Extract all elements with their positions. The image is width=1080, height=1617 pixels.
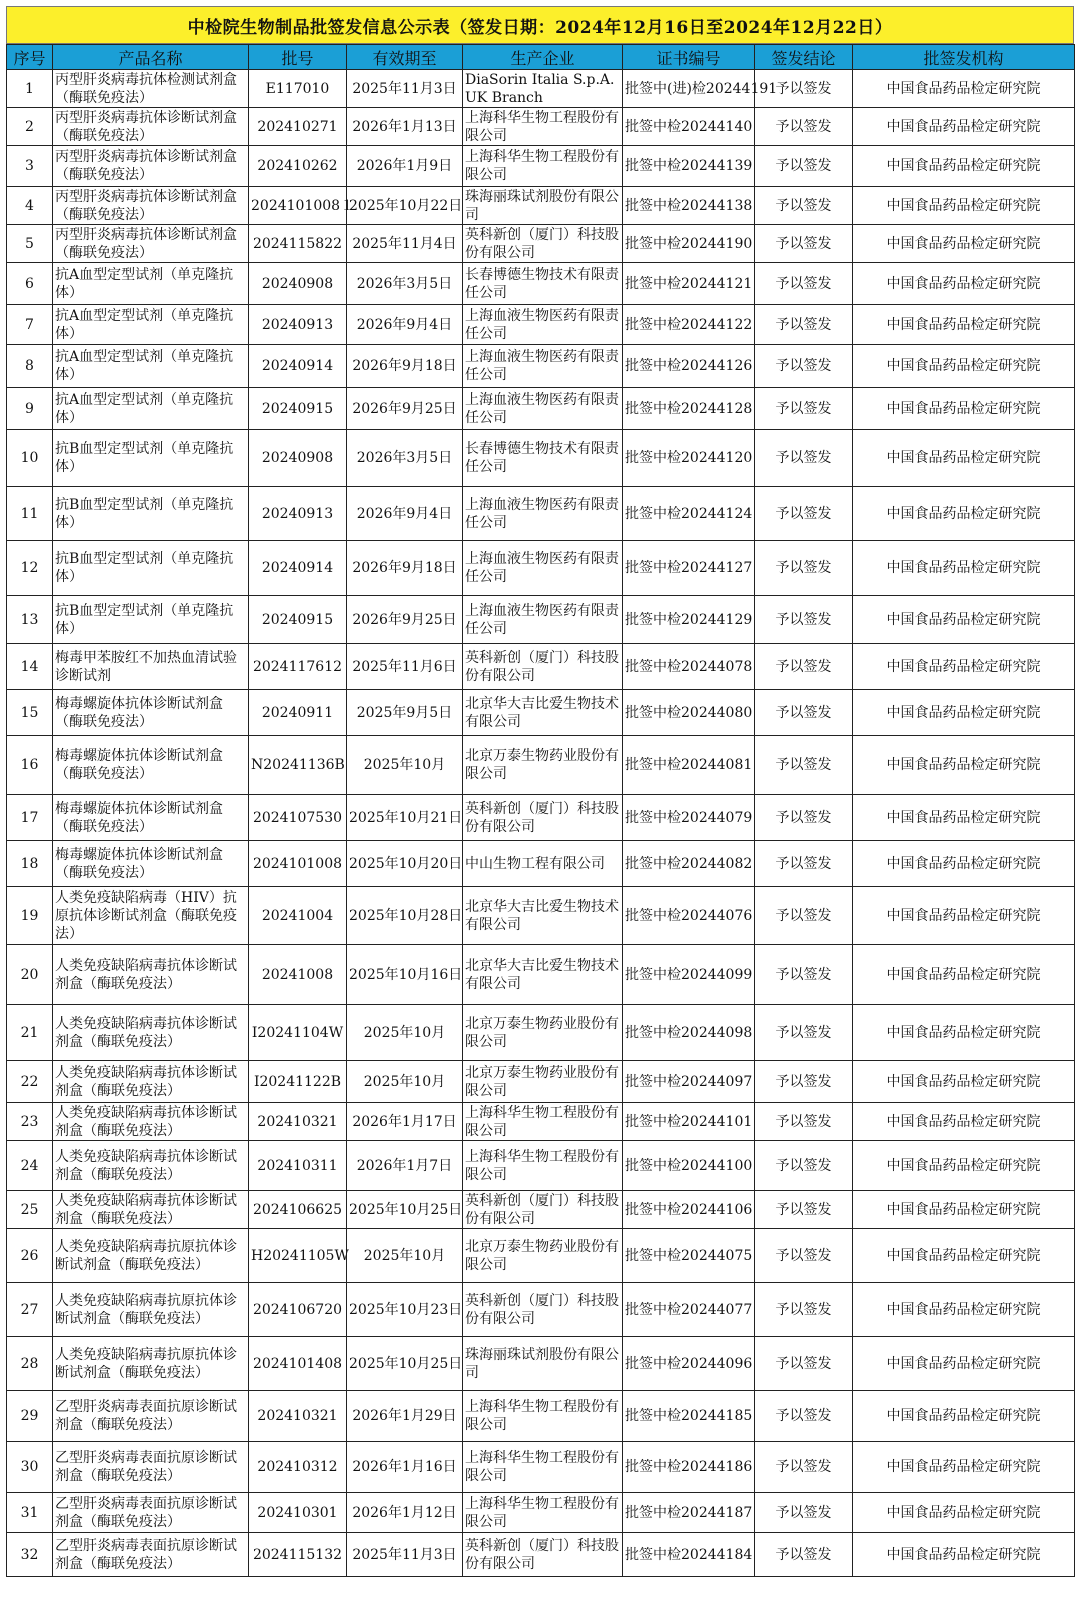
certificate-number: 批签中检20244080 (623, 690, 755, 736)
batch-number: 20240915 (249, 388, 347, 430)
product-name: 抗B血型定型试剂（单克隆抗体） (53, 430, 249, 487)
batch-number: H20241105W (249, 1229, 347, 1283)
table-row (7, 345, 1075, 388)
certificate-number: 批签中检20244138 (623, 187, 755, 225)
release-conclusion: 予以签发 (755, 225, 853, 263)
manufacturer: 英科新创（厦门）科技股份有限公司 (463, 1283, 623, 1337)
product-name: 人类免疫缺陷病毒抗原抗体诊断试剂盒（酶联免疫法） (53, 1229, 249, 1283)
expiry-date: 2026年9月25日 (347, 596, 463, 644)
release-institution: 中国食品药品检定研究院 (853, 887, 1075, 945)
manufacturer: DiaSorin Italia S.p.A. UK Branch (463, 70, 623, 108)
release-conclusion: 予以签发 (755, 187, 853, 225)
manufacturer: 珠海丽珠试剂股份有限公司 (463, 1337, 623, 1391)
product-name: 丙型肝炎病毒抗体诊断试剂盒（酶联免疫法） (53, 225, 249, 263)
batch-number: 2024115822 (249, 225, 347, 263)
row-index: 30 (7, 1442, 53, 1493)
expiry-date: 2026年1月7日 (347, 1141, 463, 1191)
table-row (7, 736, 1075, 795)
batch-number: 20240911 (249, 690, 347, 736)
certificate-number: 批签中检20244190 (623, 225, 755, 263)
expiry-date: 2026年9月18日 (347, 541, 463, 596)
certificate-number: 批签中检20244126 (623, 345, 755, 388)
release-conclusion: 予以签发 (755, 1533, 853, 1577)
table-row (7, 70, 1075, 108)
release-institution: 中国食品药品检定研究院 (853, 690, 1075, 736)
release-institution: 中国食品药品检定研究院 (853, 345, 1075, 388)
release-institution: 中国食品药品检定研究院 (853, 596, 1075, 644)
batch-number: 202410311 (249, 1141, 347, 1191)
row-index: 14 (7, 644, 53, 690)
release-institution: 中国食品药品检定研究院 (853, 1442, 1075, 1493)
expiry-date: 2025年10月21日 (347, 795, 463, 841)
table-row (7, 187, 1075, 225)
release-conclusion: 予以签发 (755, 388, 853, 430)
release-conclusion: 予以签发 (755, 487, 853, 541)
certificate-number: 批签中检20244106 (623, 1191, 755, 1229)
release-conclusion: 予以签发 (755, 70, 853, 108)
manufacturer: 北京华大吉比爱生物技术有限公司 (463, 945, 623, 1005)
expiry-date: 2025年10月25日 (347, 1191, 463, 1229)
release-institution: 中国食品药品检定研究院 (853, 1191, 1075, 1229)
manufacturer: 上海血液生物医药有限责任公司 (463, 345, 623, 388)
certificate-number: 批签中检20244124 (623, 487, 755, 541)
batch-number: 202410321 (249, 1391, 347, 1442)
header-row (7, 45, 1075, 70)
release-conclusion: 予以签发 (755, 1061, 853, 1103)
expiry-date: 2026年1月17日 (347, 1103, 463, 1141)
expiry-date: 2025年10月22日 (347, 187, 463, 225)
row-index: 13 (7, 596, 53, 644)
manufacturer: 上海血液生物医药有限责任公司 (463, 388, 623, 430)
release-conclusion: 予以签发 (755, 795, 853, 841)
release-conclusion: 予以签发 (755, 1283, 853, 1337)
table-row (7, 1442, 1075, 1493)
row-index: 3 (7, 146, 53, 187)
batch-number: 20241004 (249, 887, 347, 945)
expiry-date: 2026年9月4日 (347, 305, 463, 345)
batch-number: I20241122B (249, 1061, 347, 1103)
release-institution: 中国食品药品检定研究院 (853, 1533, 1075, 1577)
row-index: 6 (7, 263, 53, 305)
manufacturer: 上海血液生物医药有限责任公司 (463, 541, 623, 596)
manufacturer: 北京万泰生物药业股份有限公司 (463, 1005, 623, 1061)
batch-number: 202410321 (249, 1103, 347, 1141)
table-row (7, 841, 1075, 887)
manufacturer: 上海科华生物工程股份有限公司 (463, 1442, 623, 1493)
manufacturer: 上海科华生物工程股份有限公司 (463, 1103, 623, 1141)
release-conclusion: 予以签发 (755, 305, 853, 345)
table-row (7, 945, 1075, 1005)
row-index: 20 (7, 945, 53, 1005)
product-name: 丙型肝炎病毒抗体诊断试剂盒（酶联免疫法） (53, 187, 249, 225)
batch-number: 2024106720 (249, 1283, 347, 1337)
certificate-number: 批签中检20244101 (623, 1103, 755, 1141)
batch-number: 20241008 (249, 945, 347, 1005)
row-index: 10 (7, 430, 53, 487)
certificate-number: 批签中检20244128 (623, 388, 755, 430)
expiry-date: 2026年1月29日 (347, 1391, 463, 1442)
header-release-conclusion: 签发结论 (755, 45, 853, 70)
release-conclusion: 予以签发 (755, 945, 853, 1005)
manufacturer: 北京华大吉比爱生物技术有限公司 (463, 887, 623, 945)
manufacturer: 北京万泰生物药业股份有限公司 (463, 1061, 623, 1103)
release-institution: 中国食品药品检定研究院 (853, 541, 1075, 596)
release-conclusion: 予以签发 (755, 430, 853, 487)
certificate-number: 批签中检20244079 (623, 795, 755, 841)
table-row (7, 1191, 1075, 1229)
product-name: 丙型肝炎病毒抗体诊断试剂盒（酶联免疫法） (53, 108, 249, 146)
manufacturer: 长春博德生物技术有限责任公司 (463, 430, 623, 487)
certificate-number: 批签中检20244184 (623, 1533, 755, 1577)
certificate-number: 批签中检20244187 (623, 1493, 755, 1533)
table-row (7, 795, 1075, 841)
release-institution: 中国食品药品检定研究院 (853, 795, 1075, 841)
product-name: 梅毒螺旋体抗体诊断试剂盒（酶联免疫法） (53, 841, 249, 887)
row-index: 23 (7, 1103, 53, 1141)
release-conclusion: 予以签发 (755, 736, 853, 795)
release-conclusion: 予以签发 (755, 1141, 853, 1191)
table-row (7, 1493, 1075, 1533)
batch-number: 2024101008 (249, 841, 347, 887)
release-conclusion: 予以签发 (755, 108, 853, 146)
header-release-institution: 批签发机构 (853, 45, 1075, 70)
header-batch-number: 批号 (249, 45, 347, 70)
certificate-number: 批签中检20244121 (623, 263, 755, 305)
batch-number: 20240914 (249, 541, 347, 596)
row-index: 15 (7, 690, 53, 736)
release-institution: 中国食品药品检定研究院 (853, 1229, 1075, 1283)
row-index: 25 (7, 1191, 53, 1229)
certificate-number: 批签中检20244098 (623, 1005, 755, 1061)
row-index: 4 (7, 187, 53, 225)
batch-number: 2024115132 (249, 1533, 347, 1577)
certificate-number: 批签中检20244097 (623, 1061, 755, 1103)
product-name: 抗A血型定型试剂（单克隆抗体） (53, 388, 249, 430)
batch-number: 20240913 (249, 305, 347, 345)
release-conclusion: 予以签发 (755, 146, 853, 187)
product-name: 人类免疫缺陷病毒抗体诊断试剂盒（酶联免疫法） (53, 945, 249, 1005)
manufacturer: 上海科华生物工程股份有限公司 (463, 1391, 623, 1442)
expiry-date: 2025年10月28日 (347, 887, 463, 945)
batch-number: 202410271 (249, 108, 347, 146)
certificate-number: 批签中检20244081 (623, 736, 755, 795)
table-row (7, 644, 1075, 690)
row-index: 19 (7, 887, 53, 945)
manufacturer: 上海科华生物工程股份有限公司 (463, 146, 623, 187)
manufacturer: 上海血液生物医药有限责任公司 (463, 596, 623, 644)
release-institution: 中国食品药品检定研究院 (853, 305, 1075, 345)
release-institution: 中国食品药品检定研究院 (853, 736, 1075, 795)
release-institution: 中国食品药品检定研究院 (853, 1103, 1075, 1141)
expiry-date: 2025年10月20日 (347, 841, 463, 887)
batch-number: 2024106625 (249, 1191, 347, 1229)
release-conclusion: 予以签发 (755, 841, 853, 887)
row-index: 9 (7, 388, 53, 430)
release-institution: 中国食品药品检定研究院 (853, 146, 1075, 187)
certificate-number: 批签中检20244100 (623, 1141, 755, 1191)
product-name: 人类免疫缺陷病毒抗体诊断试剂盒（酶联免疫法） (53, 1191, 249, 1229)
manufacturer: 北京万泰生物药业股份有限公司 (463, 1229, 623, 1283)
release-conclusion: 予以签发 (755, 1191, 853, 1229)
table-row (7, 1005, 1075, 1061)
release-institution: 中国食品药品检定研究院 (853, 1061, 1075, 1103)
expiry-date: 2025年10月 (347, 1005, 463, 1061)
certificate-number: 批签中检20244129 (623, 596, 755, 644)
batch-number: 2024117612 (249, 644, 347, 690)
certificate-number: 批签中检20244139 (623, 146, 755, 187)
manufacturer: 上海血液生物医药有限责任公司 (463, 305, 623, 345)
expiry-date: 2026年1月16日 (347, 1442, 463, 1493)
release-institution: 中国食品药品检定研究院 (853, 225, 1075, 263)
expiry-date: 2026年3月5日 (347, 263, 463, 305)
product-name: 人类免疫缺陷病毒抗体诊断试剂盒（酶联免疫法） (53, 1103, 249, 1141)
product-name: 抗B血型定型试剂（单克隆抗体） (53, 596, 249, 644)
certificate-number: 批签中检20244127 (623, 541, 755, 596)
product-name: 人类免疫缺陷病毒抗原抗体诊断试剂盒（酶联免疫法） (53, 1283, 249, 1337)
row-index: 2 (7, 108, 53, 146)
certificate-number: 批签中检20244120 (623, 430, 755, 487)
row-index: 29 (7, 1391, 53, 1442)
row-index: 16 (7, 736, 53, 795)
product-name: 抗A血型定型试剂（单克隆抗体） (53, 305, 249, 345)
product-name: 人类免疫缺陷病毒抗体诊断试剂盒（酶联免疫法） (53, 1061, 249, 1103)
batch-number: E117010 (249, 70, 347, 108)
release-institution: 中国食品药品检定研究院 (853, 1005, 1075, 1061)
table-row (7, 887, 1075, 945)
certificate-number: 批签中检20244082 (623, 841, 755, 887)
release-institution: 中国食品药品检定研究院 (853, 1141, 1075, 1191)
product-name: 乙型肝炎病毒表面抗原诊断试剂盒（酶联免疫法） (53, 1442, 249, 1493)
release-institution: 中国食品药品检定研究院 (853, 263, 1075, 305)
table-row (7, 263, 1075, 305)
release-institution: 中国食品药品检定研究院 (853, 841, 1075, 887)
product-name: 梅毒螺旋体抗体诊断试剂盒（酶联免疫法） (53, 795, 249, 841)
header-certificate-number: 证书编号 (623, 45, 755, 70)
batch-number: 202410312 (249, 1442, 347, 1493)
table-row (7, 1229, 1075, 1283)
header-product-name: 产品名称 (53, 45, 249, 70)
manufacturer: 中山生物工程有限公司 (463, 841, 623, 887)
row-index: 18 (7, 841, 53, 887)
certificate-number: 批签中检20244186 (623, 1442, 755, 1493)
header-expiry-date: 有效期至 (347, 45, 463, 70)
table-row (7, 596, 1075, 644)
batch-number: I20241104W (249, 1005, 347, 1061)
batch-number: N20241136B (249, 736, 347, 795)
row-index: 11 (7, 487, 53, 541)
certificate-number: 批签中检20244096 (623, 1337, 755, 1391)
batch-number: 20240908 (249, 263, 347, 305)
release-institution: 中国食品药品检定研究院 (853, 388, 1075, 430)
row-index: 21 (7, 1005, 53, 1061)
manufacturer: 英科新创（厦门）科技股份有限公司 (463, 1191, 623, 1229)
release-conclusion: 予以签发 (755, 887, 853, 945)
expiry-date: 2025年10月23日 (347, 1283, 463, 1337)
batch-number: 20240915 (249, 596, 347, 644)
manufacturer: 上海科华生物工程股份有限公司 (463, 1141, 623, 1191)
product-name: 人类免疫缺陷病毒抗原抗体诊断试剂盒（酶联免疫法） (53, 1337, 249, 1391)
row-index: 32 (7, 1533, 53, 1577)
table-row (7, 690, 1075, 736)
batch-number: 20240908 (249, 430, 347, 487)
table-row (7, 1141, 1075, 1191)
table-row (7, 1391, 1075, 1442)
table-row (7, 1533, 1075, 1577)
batch-number: 20240914 (249, 345, 347, 388)
header-manufacturer: 生产企业 (463, 45, 623, 70)
table-row (7, 388, 1075, 430)
expiry-date: 2026年3月5日 (347, 430, 463, 487)
certificate-number: 批签中检20244140 (623, 108, 755, 146)
product-name: 梅毒甲苯胺红不加热血清试验诊断试剂 (53, 644, 249, 690)
manufacturer: 北京万泰生物药业股份有限公司 (463, 736, 623, 795)
expiry-date: 2025年11月3日 (347, 70, 463, 108)
batch-number: 202410301 (249, 1493, 347, 1533)
expiry-date: 2026年9月25日 (347, 388, 463, 430)
expiry-date: 2025年10月25日 (347, 1337, 463, 1391)
table-row (7, 541, 1075, 596)
manufacturer: 上海科华生物工程股份有限公司 (463, 108, 623, 146)
certificate-number: 批签中检20244099 (623, 945, 755, 1005)
release-conclusion: 予以签发 (755, 644, 853, 690)
table-row (7, 108, 1075, 146)
product-name: 乙型肝炎病毒表面抗原诊断试剂盒（酶联免疫法） (53, 1391, 249, 1442)
manufacturer: 英科新创（厦门）科技股份有限公司 (463, 644, 623, 690)
product-name: 丙型肝炎病毒抗体检测试剂盒（酶联免疫法） (53, 70, 249, 108)
release-institution: 中国食品药品检定研究院 (853, 1493, 1075, 1533)
product-name: 梅毒螺旋体抗体诊断试剂盒（酶联免疫法） (53, 690, 249, 736)
table-row (7, 146, 1075, 187)
table-row (7, 305, 1075, 345)
release-conclusion: 予以签发 (755, 1493, 853, 1533)
row-index: 26 (7, 1229, 53, 1283)
certificate-number: 批签中检20244078 (623, 644, 755, 690)
row-index: 22 (7, 1061, 53, 1103)
batch-number: 20240913 (249, 487, 347, 541)
header-index: 序号 (7, 45, 53, 70)
release-institution: 中国食品药品检定研究院 (853, 108, 1075, 146)
product-name: 乙型肝炎病毒表面抗原诊断试剂盒（酶联免疫法） (53, 1493, 249, 1533)
row-index: 5 (7, 225, 53, 263)
manufacturer: 长春博德生物技术有限责任公司 (463, 263, 623, 305)
release-conclusion: 予以签发 (755, 1337, 853, 1391)
certificate-number: 批签中(进)检20244191 (623, 70, 755, 108)
release-conclusion: 予以签发 (755, 1229, 853, 1283)
release-institution: 中国食品药品检定研究院 (853, 945, 1075, 1005)
product-name: 抗B血型定型试剂（单克隆抗体） (53, 541, 249, 596)
product-name: 抗A血型定型试剂（单克隆抗体） (53, 263, 249, 305)
manufacturer: 珠海丽珠试剂股份有限公司 (463, 187, 623, 225)
expiry-date: 2025年11月6日 (347, 644, 463, 690)
release-conclusion: 予以签发 (755, 263, 853, 305)
product-name: 人类免疫缺陷病毒（HIV）抗原抗体诊断试剂盒（酶联免疫法） (53, 887, 249, 945)
table-row (7, 225, 1075, 263)
expiry-date: 2026年1月9日 (347, 146, 463, 187)
release-conclusion: 予以签发 (755, 1391, 853, 1442)
release-conclusion: 予以签发 (755, 1005, 853, 1061)
expiry-date: 2025年9月5日 (347, 690, 463, 736)
batch-number: 2024107530 (249, 795, 347, 841)
expiry-date: 2026年1月12日 (347, 1493, 463, 1533)
release-institution: 中国食品药品检定研究院 (853, 1283, 1075, 1337)
product-name: 乙型肝炎病毒表面抗原诊断试剂盒（酶联免疫法） (53, 1533, 249, 1577)
release-institution: 中国食品药品检定研究院 (853, 70, 1075, 108)
release-institution: 中国食品药品检定研究院 (853, 1337, 1075, 1391)
batch-release-table (6, 44, 1075, 1577)
expiry-date: 2025年11月3日 (347, 1533, 463, 1577)
batch-number: 2024101008１ (249, 187, 347, 225)
row-index: 24 (7, 1141, 53, 1191)
expiry-date: 2025年10月16日 (347, 945, 463, 1005)
row-index: 31 (7, 1493, 53, 1533)
certificate-number: 批签中检20244076 (623, 887, 755, 945)
expiry-date: 2026年1月13日 (347, 108, 463, 146)
release-conclusion: 予以签发 (755, 541, 853, 596)
expiry-date: 2026年9月4日 (347, 487, 463, 541)
row-index: 27 (7, 1283, 53, 1337)
product-name: 抗B血型定型试剂（单克隆抗体） (53, 487, 249, 541)
row-index: 28 (7, 1337, 53, 1391)
expiry-date: 2025年11月4日 (347, 225, 463, 263)
table-row (7, 1337, 1075, 1391)
certificate-number: 批签中检20244122 (623, 305, 755, 345)
certificate-number: 批签中检20244077 (623, 1283, 755, 1337)
manufacturer: 上海科华生物工程股份有限公司 (463, 1493, 623, 1533)
table-row (7, 1283, 1075, 1337)
table-row (7, 1103, 1075, 1141)
expiry-date: 2026年9月18日 (347, 345, 463, 388)
expiry-date: 2025年10月 (347, 1061, 463, 1103)
table-row (7, 487, 1075, 541)
certificate-number: 批签中检20244075 (623, 1229, 755, 1283)
release-conclusion: 予以签发 (755, 345, 853, 388)
row-index: 17 (7, 795, 53, 841)
row-index: 1 (7, 70, 53, 108)
product-name: 抗A血型定型试剂（单克隆抗体） (53, 345, 249, 388)
product-name: 人类免疫缺陷病毒抗体诊断试剂盒（酶联免疫法） (53, 1141, 249, 1191)
expiry-date: 2025年10月 (347, 1229, 463, 1283)
release-conclusion: 予以签发 (755, 690, 853, 736)
release-conclusion: 予以签发 (755, 596, 853, 644)
manufacturer: 北京华大吉比爱生物技术有限公司 (463, 690, 623, 736)
release-institution: 中国食品药品检定研究院 (853, 644, 1075, 690)
manufacturer: 上海血液生物医药有限责任公司 (463, 487, 623, 541)
table-title: 中检院生物制品批签发信息公示表（签发日期：2024年12月16日至2024年12月22日） (6, 6, 1074, 44)
release-institution: 中国食品药品检定研究院 (853, 1391, 1075, 1442)
row-index: 12 (7, 541, 53, 596)
row-index: 8 (7, 345, 53, 388)
row-index: 7 (7, 305, 53, 345)
manufacturer: 英科新创（厦门）科技股份有限公司 (463, 795, 623, 841)
batch-number: 202410262 (249, 146, 347, 187)
release-conclusion: 予以签发 (755, 1442, 853, 1493)
product-name: 丙型肝炎病毒抗体诊断试剂盒（酶联免疫法） (53, 146, 249, 187)
manufacturer: 英科新创（厦门）科技股份有限公司 (463, 1533, 623, 1577)
batch-number: 2024101408 (249, 1337, 347, 1391)
product-name: 人类免疫缺陷病毒抗体诊断试剂盒（酶联免疫法） (53, 1005, 249, 1061)
table-row (7, 1061, 1075, 1103)
release-institution: 中国食品药品检定研究院 (853, 187, 1075, 225)
product-name: 梅毒螺旋体抗体诊断试剂盒（酶联免疫法） (53, 736, 249, 795)
table-row (7, 430, 1075, 487)
certificate-number: 批签中检20244185 (623, 1391, 755, 1442)
expiry-date: 2025年10月 (347, 736, 463, 795)
release-institution: 中国食品药品检定研究院 (853, 430, 1075, 487)
release-conclusion: 予以签发 (755, 1103, 853, 1141)
release-institution: 中国食品药品检定研究院 (853, 487, 1075, 541)
manufacturer: 英科新创（厦门）科技股份有限公司 (463, 225, 623, 263)
